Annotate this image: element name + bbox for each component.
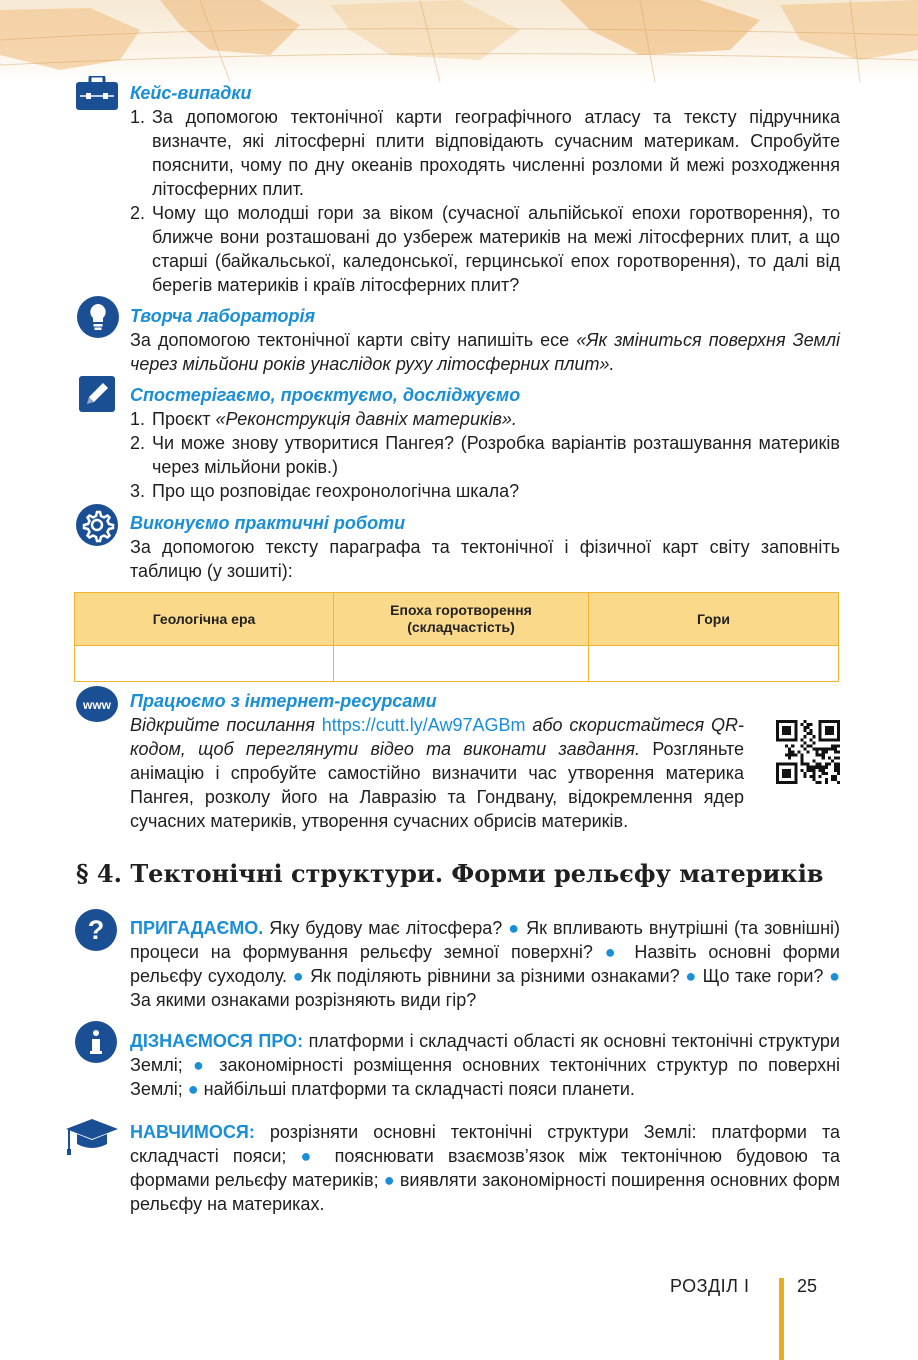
skills-text: пояснювати взаємозв’язок між тектонічною будовою та формами рельєфу материків; <box>130 1146 840 1190</box>
list-item <box>130 431 840 479</box>
skills-text: розрізняти основні тектонічні структури Землі: платформи та складчасті пояси; <box>130 1122 840 1166</box>
internet-text-plain: Розгляньте анімацію і спробуйте самостійно визначити час утворення материка Пангея, розколу його на Лавразію та Гондвану, відокремлення ядер сучасних материків, утворення сучасних обрисів материків. <box>130 739 744 831</box>
learn-text: найбільші платформи та складчасті пояси планети. <box>198 1079 635 1099</box>
skills-block <box>130 1120 840 1216</box>
bullet-icon: ● <box>829 966 840 986</box>
internet-text-italic: або скористайтеся QR-кодом, щоб переглянути відео та виконати завдання. <box>130 715 745 759</box>
item-text: За допомогою тектонічної карти географічного атласу та тексту підручника визначте, які літосферні плити відповідають сучасним материкам. Спробуйте пояснити, чому по дну океанів проходять численні розломи й межі розходження літосферних плит. <box>152 107 840 199</box>
table-row <box>75 646 839 682</box>
bullet-icon: ● <box>192 1055 210 1075</box>
graduation-cap-icon <box>64 1117 120 1162</box>
footer-divider <box>779 1278 784 1360</box>
table-header: Епоха горотворення (складчастість) <box>334 593 589 646</box>
lab-block <box>130 305 840 376</box>
list-item <box>130 479 840 503</box>
bullet-icon: ● <box>508 918 521 938</box>
bullet-icon: ● <box>300 1146 321 1166</box>
table-cell[interactable] <box>75 646 334 682</box>
info-icon <box>75 1021 117 1068</box>
list-item <box>130 105 840 201</box>
svg-text:www: www <box>82 698 112 712</box>
question-icon <box>75 909 117 956</box>
item-text: Чому що молодші гори за віком (сучасної альпійської епохи горотворення), то ближче вони розташовані до узбереж материків на межі літосферних плит, а що старші (байкальської, каледонської, герцинської епох горотворення), то далі від берегів материків і країв літосферних плит? <box>152 203 840 295</box>
www-icon <box>76 686 118 727</box>
practice-heading: Виконуємо практичні роботи <box>130 513 406 533</box>
cases-block <box>130 82 840 297</box>
bullet-icon: ● <box>383 1170 395 1190</box>
list-item <box>130 407 840 431</box>
recall-text: Як поділяють рівнини за різними ознаками? <box>304 966 686 986</box>
list-item <box>130 201 840 297</box>
learn-lead: ДІЗНАЄМОСЯ ПРО: <box>130 1031 304 1051</box>
video-link[interactable]: https://cutt.ly/Aw97AGBm <box>321 715 526 735</box>
item-number: 1. <box>130 409 146 429</box>
map-banner <box>0 0 918 82</box>
skills-text: виявляти закономірності поширення основних форм рельєфу на материках. <box>130 1170 841 1214</box>
recall-text: Назвіть основні форми рельєфу суходолу. <box>130 942 840 986</box>
lab-text-italic: «Як зміниться поверхня Землі через мільйони років унаслідок руху літосферних плит». <box>130 330 841 374</box>
item-text: Проєкт <box>152 409 216 429</box>
lab-heading: Творча лабораторія <box>130 306 316 326</box>
table-cell[interactable] <box>589 646 839 682</box>
internet-heading: Працюємо з інтернет-ресурсами <box>130 691 437 711</box>
recall-block <box>130 916 840 1012</box>
practice-text: За допомогою тексту параграфа та тектонічної і фізичної карт світу заповніть таблицю (у зошиті): <box>130 537 840 581</box>
item-number: 2. <box>130 433 146 453</box>
item-italic: «Реконструкція давніх материків». <box>215 409 517 429</box>
table-header-row <box>75 593 839 646</box>
bullet-icon: ● <box>187 1079 199 1099</box>
bullet-icon: ● <box>292 966 305 986</box>
item-text: Про що розповідає геохронологічна шкала? <box>152 481 520 501</box>
internet-text-italic: Відкрийте посилання <box>130 715 322 735</box>
research-heading: Спостерігаємо, проєктуємо, досліджуємо <box>130 385 521 405</box>
lightbulb-icon <box>77 296 119 343</box>
table-cell[interactable] <box>334 646 589 682</box>
section-title: § 4. Тектонічні структури. Форми рельєфу материків <box>76 859 824 888</box>
svg-text:?: ? <box>87 915 105 945</box>
item-text: Чи може знову утворитися Пангея? (Розробка варіантів розташування материків через мільйони років.) <box>152 433 840 477</box>
recall-text: Як впливають внутрішні (та зовнішні) процеси на формування рельєфу земної поверхні? <box>130 918 841 962</box>
recall-text: Яку будову має літосфера? <box>263 918 509 938</box>
briefcase-icon <box>76 76 118 115</box>
learn-text: закономірності розміщення основних тектонічних структур по поверхні Землі; <box>130 1055 841 1099</box>
recall-text: За якими ознаками розрізняють види гір? <box>130 990 477 1010</box>
skills-lead: НАВЧИМОСЯ: <box>130 1122 255 1142</box>
recall-lead: ПРИГАДАЄМО. <box>130 918 264 938</box>
lab-text <box>130 328 840 376</box>
chapter-label: РОЗДІЛ І <box>670 1276 750 1296</box>
research-list <box>130 407 840 503</box>
cases-list <box>130 105 840 297</box>
table-header: Геологічна ера <box>75 593 334 646</box>
practice-table <box>74 592 839 682</box>
table-header: Гори <box>589 593 839 646</box>
bullet-icon: ● <box>685 966 697 986</box>
internet-block <box>130 690 744 833</box>
gear-icon <box>76 504 118 551</box>
learn-block <box>130 1029 840 1101</box>
map-banner-graphic <box>0 0 918 82</box>
practice-block <box>130 512 840 583</box>
cases-heading: Кейс-випадки <box>130 83 252 103</box>
recall-text: Що таке гори? <box>696 966 830 986</box>
bullet-icon: ● <box>604 942 623 962</box>
pencil-icon <box>79 376 115 417</box>
internet-text <box>130 713 744 833</box>
item-number: 2. <box>130 203 146 223</box>
qr-code-icon[interactable] <box>776 720 840 784</box>
item-number: 1. <box>130 107 146 127</box>
lab-text-plain: За допомогою тектонічної карти світу напишіть есе <box>130 330 577 350</box>
learn-text: платформи і складчасті області як основні тектонічні структури Землі; <box>130 1031 840 1075</box>
page-number: 25 <box>797 1276 818 1296</box>
research-block <box>130 384 840 503</box>
item-number: 3. <box>130 481 146 501</box>
